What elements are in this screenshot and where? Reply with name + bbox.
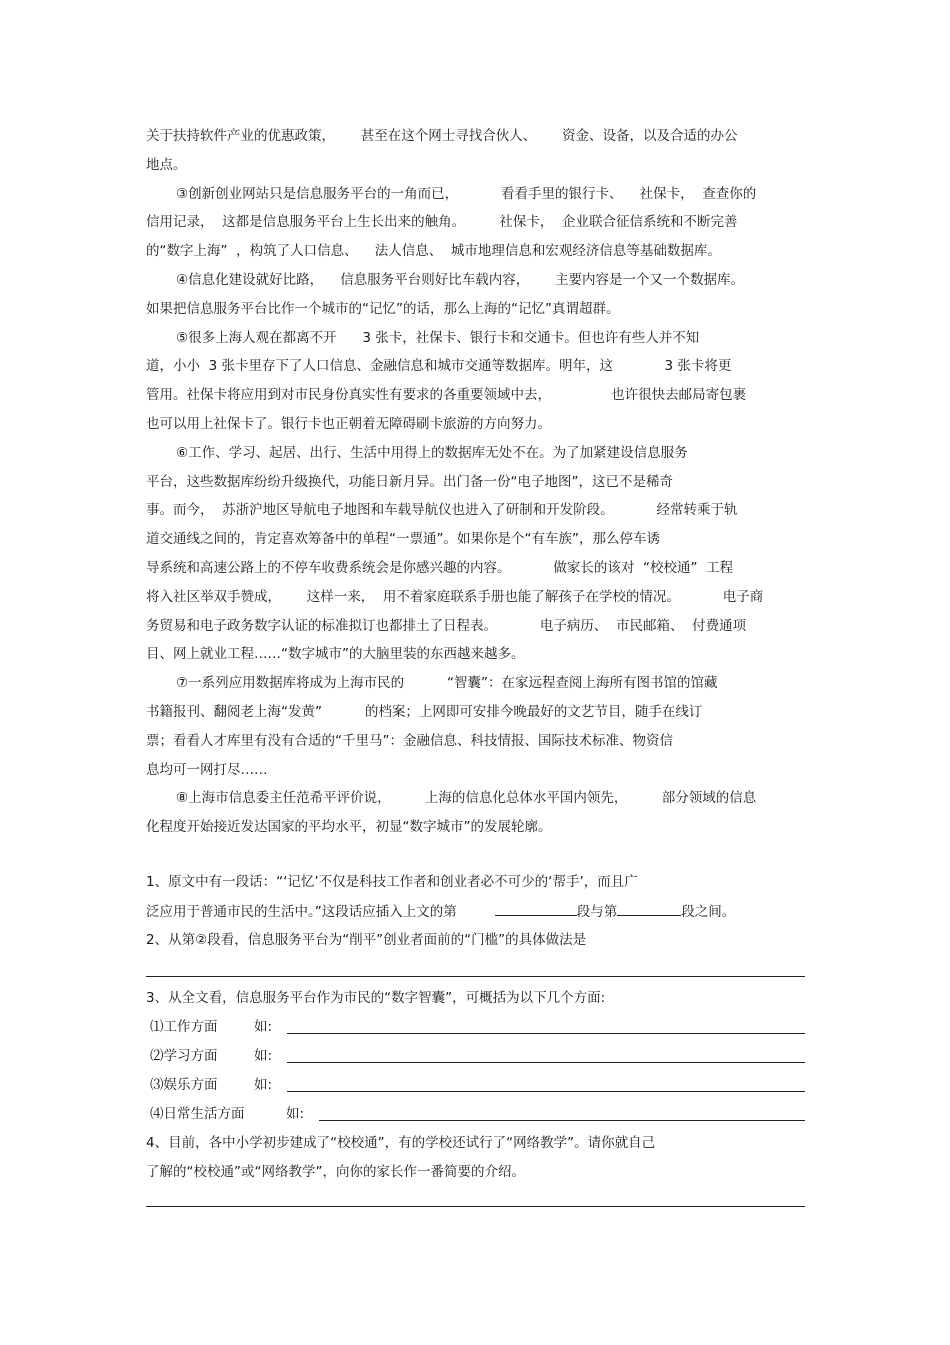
passage-line: ③创新创业网站只是信息服务平台的一角而已， 看看手里的银行卡、 社保卡， 查查你的 <box>176 186 757 202</box>
passage-line: 票；看看人才库里有没有合适的“千里马”：金融信息、科技情报、国际技术标准、物资信 <box>146 733 673 749</box>
passage-line: 目、网上就业工程……“数字城市”的大脑里装的东西越来越多。 <box>146 646 525 662</box>
question-1-text-c: 段之间。 <box>681 904 736 920</box>
q3-item-daily-life-prompt: 如: <box>286 1106 305 1122</box>
passage-line: 关于扶持软件产业的优惠政策， 甚至在这个网士寻找合伙人、 资金、设备，以及合适的办公 <box>146 128 738 144</box>
passage-line: 书籍报刊、翻阅老上海“发黄” 的档案；上网即可安排今晚最好的文艺节目，随手在线订 <box>146 704 703 720</box>
answer-blank-paragraph-1[interactable] <box>495 901 577 916</box>
passage-line: ⑦一系列应用数据库将成为上海市民的 “智囊”：在家远程查阅上海所有图书馆的馆藏 <box>176 675 718 691</box>
passage-line: 息均可一网打尽…… <box>146 762 268 778</box>
answer-line-q2[interactable] <box>146 976 805 977</box>
passage-line: ⑤很多上海人观在都离不开 3 张卡，社保卡、银行卡和交通卡。但也许有些人并不知 <box>176 330 700 346</box>
passage-line: 如果把信息服务平台比作一个城市的“记忆”的话，那么上海的“记忆”真谓超群。 <box>146 301 620 317</box>
answer-line-daily-life[interactable] <box>319 1120 805 1121</box>
q3-item-work-label: ⑴工作方面 <box>150 1019 218 1035</box>
passage-line: 道交通线之间的，肯定喜欢筹备中的单程“一票通”。如果你是个“有车族”，那么停车诱 <box>146 531 660 547</box>
answer-line-q4[interactable] <box>146 1206 805 1207</box>
passage-line: 事。而今， 苏浙沪地区导航电子地图和车载导航仪也进入了研制和开发阶段。 经常转乘于轨 <box>146 502 738 518</box>
passage-line: 道，小小 3 张卡里存下了人口信息、金融信息和城市交通等数据库。明年，这 3 张卡将更 <box>146 358 732 374</box>
passage-line: 化程度开始接近发达国家的平均水平，初显“数字城市”的发展轮廓。 <box>146 819 552 835</box>
q3-item-entertainment-label: ⑶娱乐方面 <box>150 1077 218 1093</box>
passage-line: 导系统和高速公路上的不停车收费系统会是你感兴趣的内容。 做家长的该对 “校校通” 工程 <box>146 560 734 576</box>
question-4-line-1: 4、目前，各中小学初步建成了“校校通”，有的学校还试行了“网络教学”。请你就自己 <box>146 1135 656 1151</box>
answer-blank-paragraph-2[interactable] <box>617 901 681 916</box>
question-3: 3、从全文看，信息服务平台作为市民的“数字智囊”，可概括为以下几个方面: <box>146 990 606 1006</box>
passage-line: 管用。社保卡将应用到对市民身份真实性有要求的各重要领域中去， 也许很快去邮局寄包裹 <box>146 387 747 403</box>
q3-item-study-label: ⑵学习方面 <box>150 1048 218 1064</box>
passage-line: 地点。 <box>146 157 187 173</box>
answer-line-study[interactable] <box>287 1062 805 1063</box>
passage-line: 信用记录， 这都是信息服务平台上生长出来的触角。 社保卡， 企业联合征信系统和不断完善 <box>146 214 738 230</box>
question-1-line-2 <box>146 901 735 922</box>
question-1-text-a: 泛应用于普通市民的生活中。”这段话应插入上文的第 <box>146 904 457 920</box>
passage-line: 务贸易和电子政务数字认证的标准拟订也都排土了日程表。 电子病历、 市民邮箱、 付费通项 <box>146 618 747 634</box>
q3-item-entertainment-prompt: 如: <box>254 1077 273 1093</box>
passage-line: 的“数字上海” ，构筑了人口信息、 法人信息、 城市地理信息和宏观经济信息等基础数据库。 <box>146 243 721 259</box>
passage-line: 也可以用上社保卡了。银行卡也正朝着无障碍刷卡旅游的方向努力。 <box>146 416 551 432</box>
passage-line: ⑥工作、学习、起居、出行、生活中用得上的数据库无处不在。为了加紧建设信息服务 <box>176 445 688 461</box>
passage-line: ④信息化建设就好比路， 信息服务平台则好比车载内容， 主要内容是一个又一个数据库。 <box>176 272 745 288</box>
passage-line: 将入社区举双手赞成， 这样一来， 用不着家庭联系手册也能了解孩子在学校的情况。 电子商 <box>146 589 764 605</box>
question-4-line-2: 了解的“校校通”或“网络教学”，向你的家长作一番简要的介绍。 <box>146 1164 525 1180</box>
q3-item-study-prompt: 如: <box>254 1048 273 1064</box>
q3-item-work-prompt: 如: <box>254 1019 273 1035</box>
question-1-line-1: 1、原文中有一段话：“‘记忆’不仅是科技工作者和创业者必不可少的‘帮手’，而且广 <box>146 874 638 890</box>
passage-line: 平台，这些数据库纷纷升级换代，功能日新月异。出门备一份“电子地图”，这已不是稀奇 <box>146 474 673 490</box>
question-1-text-b: 段与第 <box>576 904 618 920</box>
answer-line-work[interactable] <box>287 1033 805 1034</box>
passage-line: ⑧上海市信息委主任范希平评价说， 上海的信息化总体水平国内领先， 部分领域的信息 <box>176 790 757 806</box>
answer-line-entertainment[interactable] <box>287 1091 805 1092</box>
q3-item-daily-life-label: ⑷日常生活方面 <box>150 1106 245 1122</box>
question-2: 2、从第②段看，信息服务平台为“削平”创业者面前的“门槛”的具体做法是 <box>146 932 587 948</box>
